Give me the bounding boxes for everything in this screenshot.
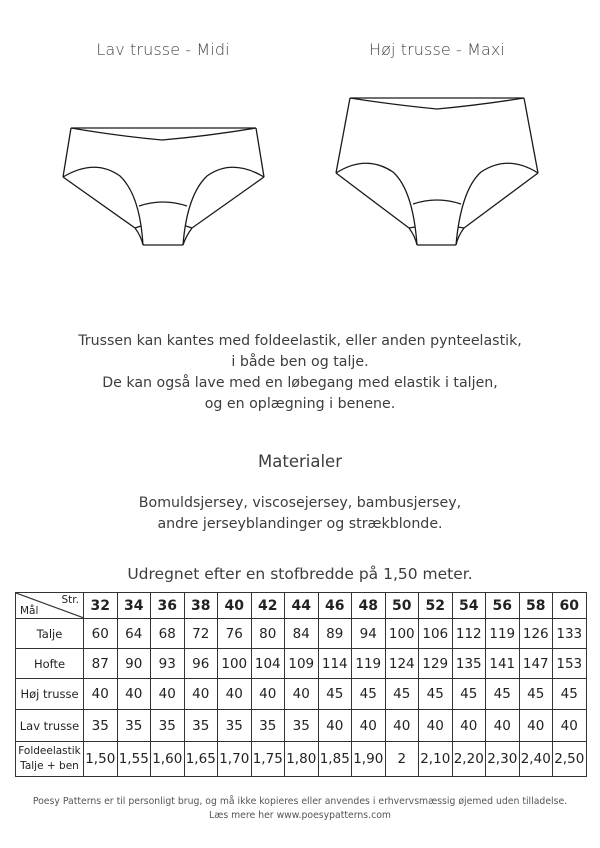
table-row [16,710,587,742]
table-cell: 112 [452,619,486,649]
row-label-text: Høj trusse [20,687,79,701]
table-cell: 2,10 [419,742,453,777]
table-cell: 100 [218,649,252,679]
table-cell: 96 [184,649,218,679]
table-cell: 2,20 [452,742,486,777]
table-cell: 1,85 [318,742,352,777]
table-cell: 1,65 [184,742,218,777]
table-cell: 2,30 [486,742,520,777]
row-label [16,742,84,777]
materials-line: andre jerseyblandinger og strækblonde. [157,516,443,532]
description-line: og en oplægning i benene. [204,396,396,412]
fabric-width-note: Udregnet efter en stofbredde på 1,50 meter. [127,565,473,583]
measure-axis-label: Mål [20,605,39,617]
table-cell: 1,50 [84,742,118,777]
table-cell: 45 [519,679,553,710]
table-cell: 129 [419,649,453,679]
copyright-notice: Poesy Patterns er til personligt brug, og må ikke kopieres eller anvendes i erhvervsmæssig øjemed uden tilladelse. [32,796,568,807]
table-row [16,649,587,679]
row-label [16,619,84,649]
table-cell: 40 [285,679,319,710]
table-cell: 35 [184,710,218,742]
copyright-footer [0,795,600,823]
table-cell: 40 [486,710,520,742]
table-cell: 40 [553,710,587,742]
row-label-text: Talje [36,626,63,641]
garment-title-maxi: Høj trusse - Maxi [368,40,506,59]
table-cell: 2 [385,742,419,777]
table-cell: 133 [553,619,587,649]
table-cell: 40 [218,679,252,710]
table-cell: 40 [251,679,285,710]
table-cell: 45 [318,679,352,710]
size-header: 40 [218,593,252,619]
size-header: 46 [318,593,352,619]
table-cell: 93 [151,649,185,679]
table-cell: 45 [419,679,453,710]
table-cell: 87 [84,649,118,679]
table-row [16,619,587,649]
size-header: 48 [352,593,386,619]
table-row [16,742,587,777]
description-line: i både ben og talje. [231,354,369,370]
table-cell: 1,75 [251,742,285,777]
size-header: 60 [553,593,587,619]
corner-cell [16,593,84,619]
garment-title-midi: Lav trusse - Midi [96,40,230,59]
row-label-text: Lav trusse [19,718,80,733]
table-cell: 1,80 [285,742,319,777]
table-cell: 104 [251,649,285,679]
materials-heading: Materialer [258,452,342,471]
materials-text [0,493,600,535]
table-cell: 35 [84,710,118,742]
website-link[interactable]: Læs mere her www.poesypatterns.com [209,810,391,821]
materials-line: Bomuldsjersey, viscosejersey, bambusjersey, [138,495,462,511]
table-cell: 135 [452,649,486,679]
row-label-subtext: Talje + ben [20,760,79,772]
table-cell: 1,55 [117,742,151,777]
table-cell: 40 [84,679,118,710]
table-cell: 35 [151,710,185,742]
table-cell: 1,70 [218,742,252,777]
table-cell: 126 [519,619,553,649]
table-cell: 40 [519,710,553,742]
table-cell: 35 [251,710,285,742]
description-line: Trussen kan kantes med foldeelastik, eller anden pynteelastik, [78,333,522,349]
size-header: 58 [519,593,553,619]
table-cell: 45 [452,679,486,710]
row-label-text: Hofte [33,656,66,671]
table-cell: 40 [117,679,151,710]
table-cell: 119 [352,649,386,679]
table-row [16,679,587,710]
size-header: 54 [452,593,486,619]
table-cell: 2,50 [553,742,587,777]
table-cell: 45 [553,679,587,710]
description-text [0,331,600,415]
row-label-text: Foldeelastik [18,745,81,757]
table-cell: 40 [452,710,486,742]
table-cell: 45 [385,679,419,710]
size-header: 56 [486,593,520,619]
table-cell: 141 [486,649,520,679]
size-axis-label: Str. [61,594,79,606]
size-header: 34 [117,593,151,619]
table-cell: 114 [318,649,352,679]
table-cell: 40 [184,679,218,710]
table-cell: 40 [318,710,352,742]
row-label [16,679,84,710]
table-cell: 40 [385,710,419,742]
table-cell: 35 [285,710,319,742]
size-header: 50 [385,593,419,619]
table-cell: 60 [84,619,118,649]
row-label [16,710,84,742]
table-cell: 84 [285,619,319,649]
high-briefs-maxi-illustration-icon [336,98,538,245]
table-cell: 119 [486,619,520,649]
table-cell: 1,60 [151,742,185,777]
table-cell: 76 [218,619,252,649]
row-label [16,649,84,679]
size-header: 44 [285,593,319,619]
table-cell: 147 [519,649,553,679]
table-cell: 153 [553,649,587,679]
table-cell: 124 [385,649,419,679]
table-cell: 45 [486,679,520,710]
size-header: 52 [419,593,453,619]
low-briefs-midi-illustration-icon [63,128,264,245]
table-cell: 72 [184,619,218,649]
table-cell: 2,40 [519,742,553,777]
table-cell: 106 [419,619,453,649]
table-cell: 1,90 [352,742,386,777]
description-line: De kan også lave med en løbegang med elastik i taljen, [102,375,498,391]
table-cell: 100 [385,619,419,649]
size-header: 32 [84,593,118,619]
table-cell: 35 [218,710,252,742]
table-cell: 68 [151,619,185,649]
table-cell: 40 [419,710,453,742]
size-chart-table [15,592,587,777]
table-cell: 90 [117,649,151,679]
table-cell: 64 [117,619,151,649]
table-cell: 40 [352,710,386,742]
table-cell: 35 [117,710,151,742]
table-cell: 45 [352,679,386,710]
size-header: 38 [184,593,218,619]
table-cell: 40 [151,679,185,710]
size-header: 42 [251,593,285,619]
table-cell: 94 [352,619,386,649]
size-header: 36 [151,593,185,619]
table-cell: 89 [318,619,352,649]
table-cell: 80 [251,619,285,649]
header-row [16,593,587,619]
table-cell: 109 [285,649,319,679]
